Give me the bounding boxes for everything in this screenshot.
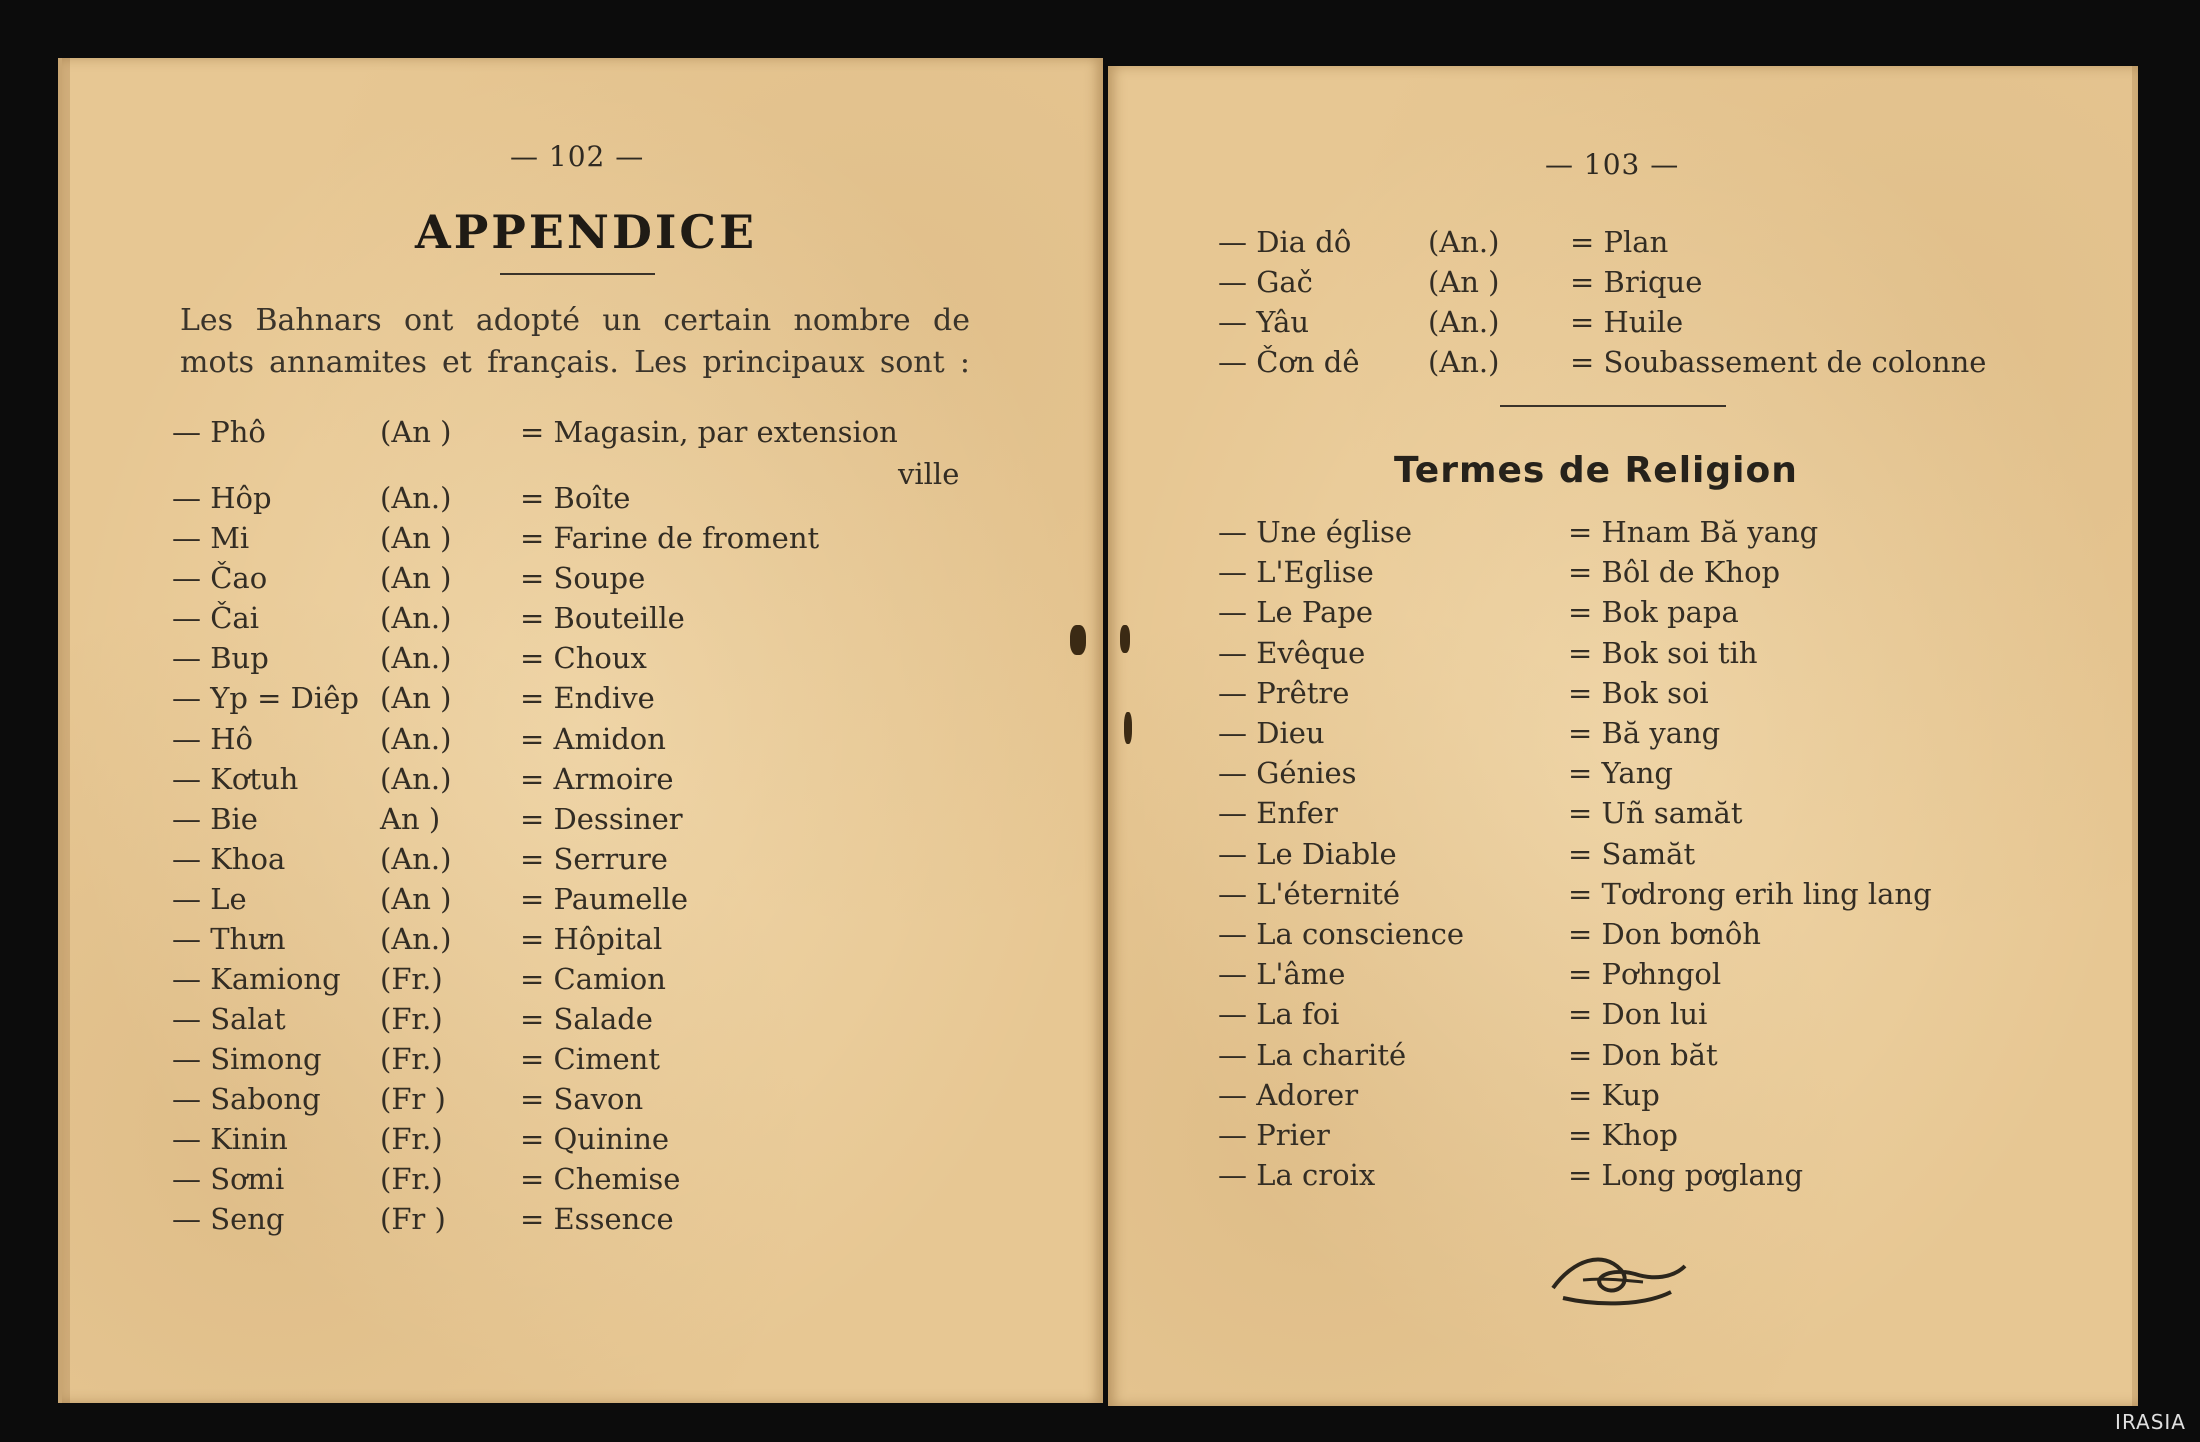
entry-term: — Yp = Diêp xyxy=(172,681,359,715)
watermark: IRASIA xyxy=(2115,1410,2186,1434)
entry-term: — L'âme xyxy=(1218,957,1346,992)
entry-meaning: = Pơhngol xyxy=(1568,957,1722,992)
entry-origin: An ) xyxy=(380,802,441,836)
entry-origin: (An ) xyxy=(380,415,452,449)
entry-meaning: = Bă yang xyxy=(1568,716,1721,750)
entry-term: — Čơn dê xyxy=(1218,345,1360,379)
entry-origin: (Fr.) xyxy=(380,1042,443,1076)
entry-term: — Yâu xyxy=(1218,305,1310,339)
entry-origin: (An.) xyxy=(380,601,452,635)
entry-origin: (Fr ) xyxy=(380,1202,446,1236)
entry-meaning: = Hôpital xyxy=(520,922,663,956)
entry-origin: (Fr.) xyxy=(380,1122,443,1156)
section-title: Termes de Religion xyxy=(1394,450,1798,491)
entry-meaning: = Dessiner xyxy=(520,802,683,836)
entry-term: — Prêtre xyxy=(1218,675,1350,710)
entry-meaning: = Bouteille xyxy=(520,601,685,635)
entry-meaning: = Khop xyxy=(1568,1118,1678,1152)
entry-meaning: = Bok soi tih xyxy=(1568,635,1758,670)
entry-origin: (Fr.) xyxy=(380,962,443,996)
entry-meaning: = Huile xyxy=(1570,305,1684,339)
entry-origin: (An.) xyxy=(380,481,452,515)
entry-term: — La conscience xyxy=(1218,917,1465,951)
entry-term: — Sơmi xyxy=(172,1162,285,1196)
entry-origin: (Fr ) xyxy=(380,1082,446,1116)
entry-meaning: = Hnam Bă yang xyxy=(1568,515,1819,549)
entry-term: — Khoa xyxy=(172,842,286,876)
entry-origin: (An.) xyxy=(1428,345,1500,379)
entry-term: — Sabong xyxy=(172,1082,321,1116)
entry-meaning: = Essence xyxy=(520,1202,674,1236)
entry-term: — Kơtuh xyxy=(172,762,299,796)
entry-meaning: = Soubassement de colonne xyxy=(1570,345,1987,379)
entry-meaning: = Paumelle xyxy=(520,882,689,916)
entry-meaning: = Farine de froment xyxy=(520,521,820,555)
entry-meaning: = Brique xyxy=(1570,265,1703,299)
entry-meaning: = Savon xyxy=(520,1082,644,1116)
entry-term: — Evêque xyxy=(1218,635,1366,670)
entry-meaning: = Plan xyxy=(1570,225,1669,259)
entry-term: — Hô xyxy=(172,722,253,756)
entry-term: — Enfer xyxy=(1218,796,1338,831)
entry-extra: ville xyxy=(898,457,960,491)
entry-term: — Kamiong xyxy=(172,962,341,996)
entry-origin: (An ) xyxy=(380,561,452,595)
entry-term: — Čao xyxy=(172,561,268,595)
entry-meaning: = Magasin, par extension xyxy=(520,415,898,449)
page-number-right: — 103 — xyxy=(1545,148,1680,181)
entry-term: — Kinin xyxy=(172,1122,288,1156)
entry-meaning: = Kup xyxy=(1568,1077,1660,1112)
section-divider xyxy=(1500,405,1726,407)
entry-term: — Gač xyxy=(1218,265,1313,299)
entry-meaning: = Samăt xyxy=(1568,836,1696,871)
title-underline xyxy=(500,273,655,275)
entry-term: — Dieu xyxy=(1218,716,1325,750)
entry-meaning: = Serrure xyxy=(520,842,668,876)
entry-meaning: = Tơdrong erih ling lang xyxy=(1568,876,1932,911)
entry-meaning: = Bok soi xyxy=(1568,675,1709,710)
entry-term: — Prier xyxy=(1218,1118,1330,1152)
entry-term: — Seng xyxy=(172,1202,285,1236)
entry-term: — L'éternité xyxy=(1218,876,1401,911)
entry-origin: (Fr.) xyxy=(380,1002,443,1036)
entry-meaning: = Quinine xyxy=(520,1122,670,1156)
entry-term: — Simong xyxy=(172,1042,322,1076)
intro-line-1: Les Bahnars ont adopté un certain nombre de xyxy=(180,303,970,338)
entry-term: — Le xyxy=(172,882,247,916)
entry-meaning: = Don bơnôh xyxy=(1568,917,1761,951)
entry-origin: (An.) xyxy=(1428,225,1500,259)
entry-term: — Le Pape xyxy=(1218,595,1374,630)
entry-origin: (An.) xyxy=(380,762,452,796)
entry-term: — La charité xyxy=(1218,1037,1407,1072)
entry-meaning: = Armoire xyxy=(520,762,674,796)
entry-meaning: = Endive xyxy=(520,681,655,715)
entry-term: — Mi xyxy=(172,521,250,555)
entry-term: — La foi xyxy=(1218,997,1340,1032)
entry-term: — Salat xyxy=(172,1002,286,1036)
entry-origin: (An ) xyxy=(380,681,452,715)
entry-meaning: = Don băt xyxy=(1568,1037,1718,1072)
ornament-flourish-icon xyxy=(1543,1240,1693,1310)
entry-term: — La croix xyxy=(1218,1158,1376,1193)
entry-meaning: = Choux xyxy=(520,641,647,675)
entry-meaning: = Don lui xyxy=(1568,997,1708,1032)
entry-origin: (An.) xyxy=(1428,305,1500,339)
entry-meaning: = Camion xyxy=(520,962,666,996)
staple-lower xyxy=(1124,712,1132,744)
entry-term: — Čai xyxy=(172,601,259,635)
intro-line-2: mots annamites et français. Les principaux sont : xyxy=(180,345,970,380)
entry-term: — Dia dô xyxy=(1218,225,1352,259)
entry-meaning: = Yang xyxy=(1568,756,1673,791)
entry-origin: (An.) xyxy=(380,922,452,956)
page-title: APPENDICE xyxy=(415,205,758,259)
page-number-left: — 102 — xyxy=(510,140,645,173)
entry-term: — Adorer xyxy=(1218,1077,1359,1112)
entry-meaning: = Chemise xyxy=(520,1162,681,1196)
entry-term: — Thưn xyxy=(172,922,286,956)
entry-meaning: = Long pơglang xyxy=(1568,1158,1804,1193)
entry-term: — Phô xyxy=(172,415,266,449)
entry-origin: (An ) xyxy=(380,521,452,555)
entry-meaning: = Bôl de Khop xyxy=(1568,555,1781,590)
entry-meaning: = Boîte xyxy=(520,481,631,515)
entry-origin: (An ) xyxy=(1428,265,1500,299)
entry-origin: (An.) xyxy=(380,842,452,876)
entry-term: — Bie xyxy=(172,802,258,836)
entry-meaning: = Salade xyxy=(520,1002,653,1036)
entry-origin: (An ) xyxy=(380,882,452,916)
entry-meaning: = Ciment xyxy=(520,1042,660,1076)
entry-meaning: = Uñ samăt xyxy=(1568,796,1743,831)
staple-left xyxy=(1070,625,1086,655)
entry-term: — Une église xyxy=(1218,515,1413,549)
entry-origin: (An.) xyxy=(380,722,452,756)
entry-term: — Hôp xyxy=(172,481,272,515)
entry-term: — Bup xyxy=(172,641,269,675)
entry-term: — Génies xyxy=(1218,756,1357,791)
entry-term: — Le Diable xyxy=(1218,836,1397,871)
entry-meaning: = Soupe xyxy=(520,561,646,595)
entry-meaning: = Bok papa xyxy=(1568,595,1739,630)
staple-right xyxy=(1120,625,1130,653)
entry-meaning: = Amidon xyxy=(520,722,666,756)
entry-origin: (Fr.) xyxy=(380,1162,443,1196)
intro-paragraph xyxy=(180,300,970,384)
entry-term: — L'Eglise xyxy=(1218,555,1374,590)
entry-origin: (An.) xyxy=(380,641,452,675)
